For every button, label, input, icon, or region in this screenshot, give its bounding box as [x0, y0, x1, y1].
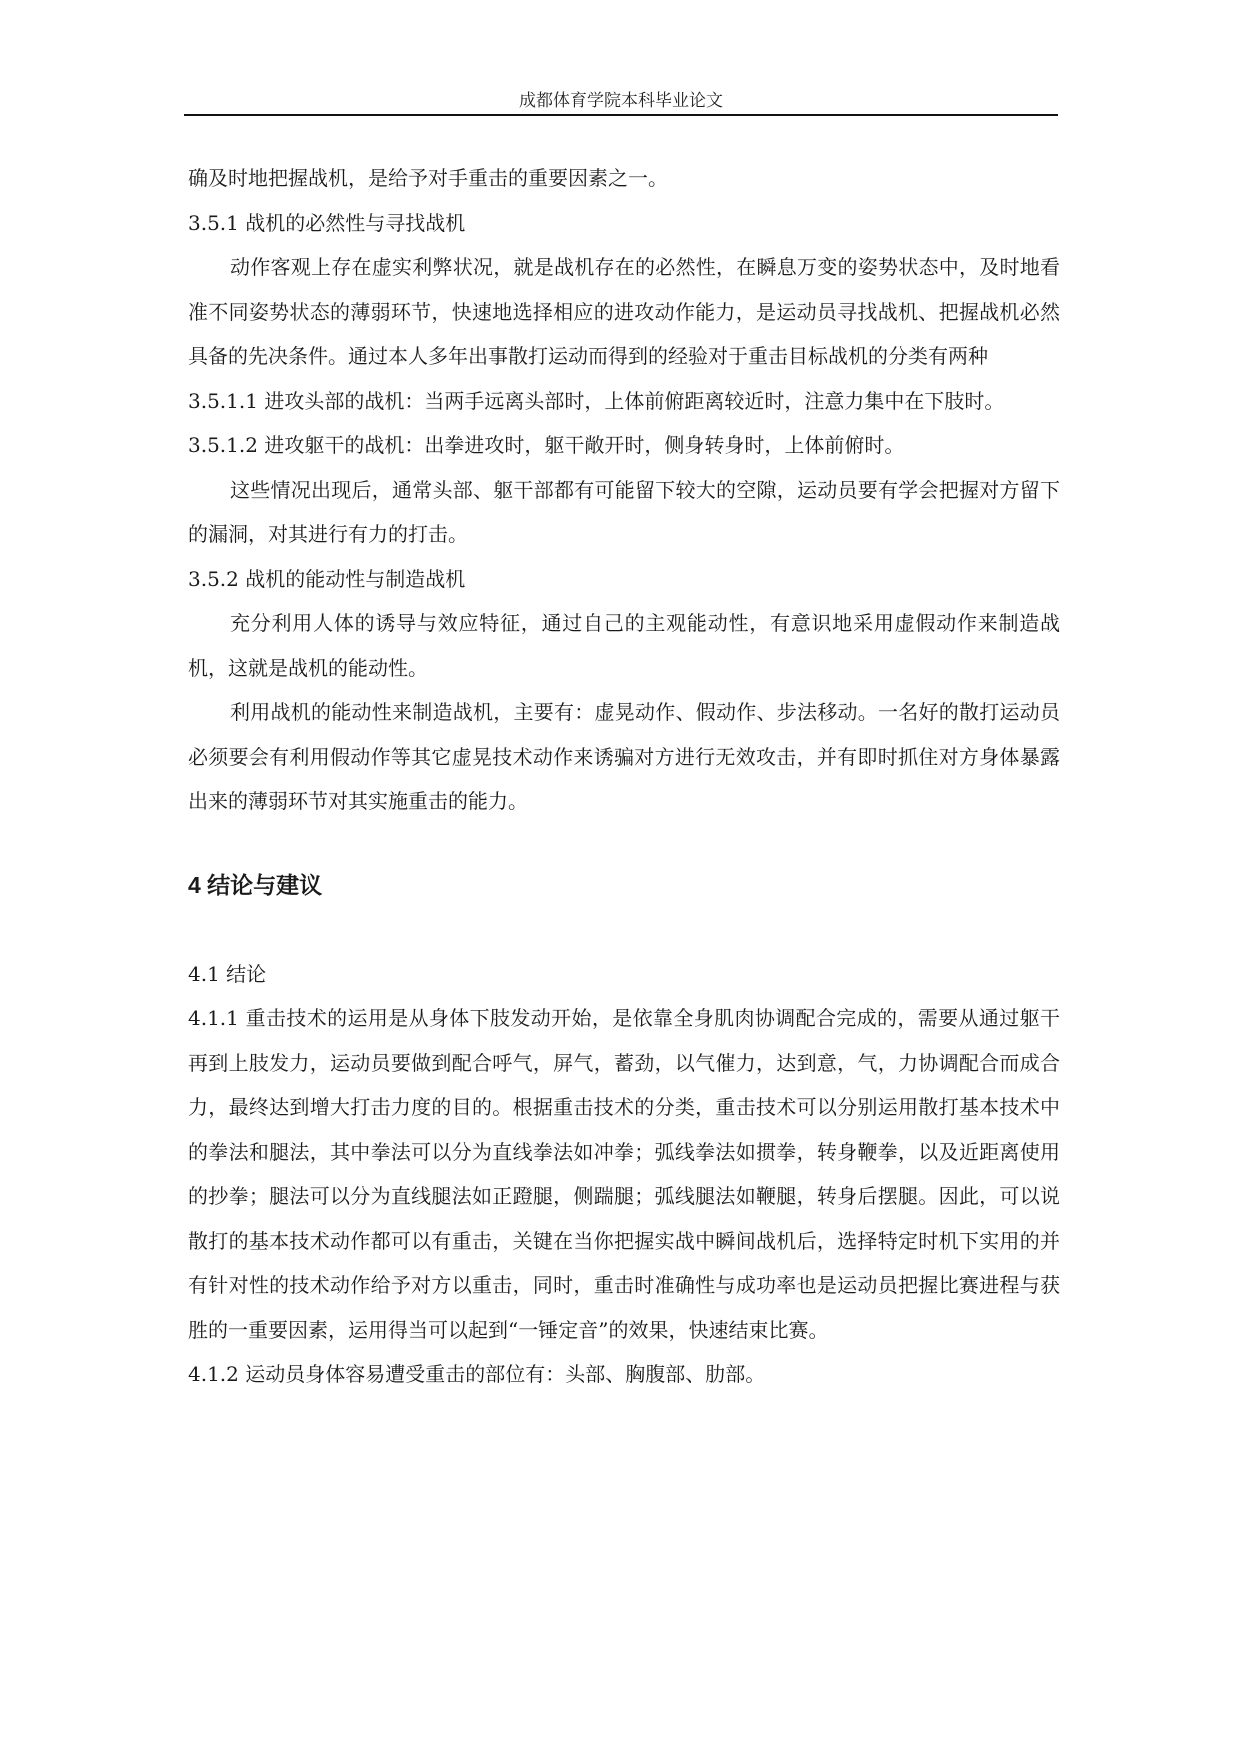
- body-text: [188, 156, 1060, 1397]
- paragraph: 动作客观上存在虚实利弊状况，就是战机存在的必然性，在瞬息万变的姿势状态中，及时地看准不同姿势状态的薄弱环节，快速地选择相应的进攻动作能力，是运动员寻找战机、把握战机必然具备的先决条件。通过本人多年出事散打运动而得到的经验对于重击目标战机的分类有两种: [188, 255, 1060, 368]
- item-3-5-1-2: 3.5.1.2 进攻躯干的战机：出拳进攻时，躯干敞开时，侧身转身时，上体前俯时。: [188, 433, 905, 457]
- item-4-1-1: 4.1.1 重击技术的运用是从身体下肢发动开始，是依靠全身肌肉协调配合完成的，需要从通过躯干再到上肢发力，运动员要做到配合呼气，屏气，蓄劲，以气催力，达到意，气，力协调配合而成合力，最终达到增大打击力度的目的。根据重击技术的分类，重击技术可以分别运用散打基本技术中的拳法和腿法，其中拳法可以分为直线拳法如冲拳；弧线拳法如掼拳，转身鞭拳，以及近距离使用的抄拳；腿法可以分为直线腿法如正蹬腿，侧踹腿；弧线腿法如鞭腿，转身后摆腿。因此，可以说散打的基本技术动作都可以有重击，关键在当你把握实战中瞬间战机后，选择特定时机下实用的并有针对性的技术动作给予对方以重击，同时，重击时准确性与成功率也是运动员把握比赛进程与获胜的一重要因素，运用得当可以起到“一锤定音”的效果，快速结束比赛。: [188, 1006, 1060, 1342]
- running-header: 成都体育学院本科毕业论文: [519, 91, 723, 111]
- paragraph: 充分利用人体的诱导与效应特征，通过自己的主观能动性，有意识地采用虚假动作来制造战机，这就是战机的能动性。: [188, 611, 1060, 680]
- spacer: [188, 824, 1060, 863]
- subsection-heading-3-5-1: 3.5.1 战机的必然性与寻找战机: [188, 210, 466, 235]
- header-rule: [184, 114, 1058, 116]
- item-4-1-2: 4.1.2 运动员身体容易遭受重击的部位有：头部、胸腹部、肋部。: [188, 1362, 766, 1386]
- item-3-5-1-1: 3.5.1.1 进攻头部的战机：当两手远离头部时，上体前俯距离较近时，注意力集中在下肢时。: [188, 388, 1005, 413]
- paragraph-continuation: 确及时地把握战机，是给予对手重击的重要因素之一。: [188, 166, 668, 190]
- section-heading-4: 4 结论与建议: [188, 871, 323, 898]
- spacer: [188, 907, 1060, 952]
- paragraph: 这些情况出现后，通常头部、躯干部都有可能留下较大的空隙，运动员要有学会把握对方留下的漏洞，对其进行有力的打击。: [188, 477, 1060, 546]
- subsection-heading-4-1: 4.1 结论: [188, 961, 267, 986]
- paragraph: 利用战机的能动性来制造战机，主要有：虚晃动作、假动作、步法移动。一名好的散打运动员必须要会有利用假动作等其它虚晃技术动作来诱骗对方进行无效攻击，并有即时抓住对方身体暴露出来的薄弱环节对其实施重击的能力。: [188, 700, 1060, 813]
- subsection-heading-3-5-2: 3.5.2 战机的能动性与制造战机: [188, 566, 466, 591]
